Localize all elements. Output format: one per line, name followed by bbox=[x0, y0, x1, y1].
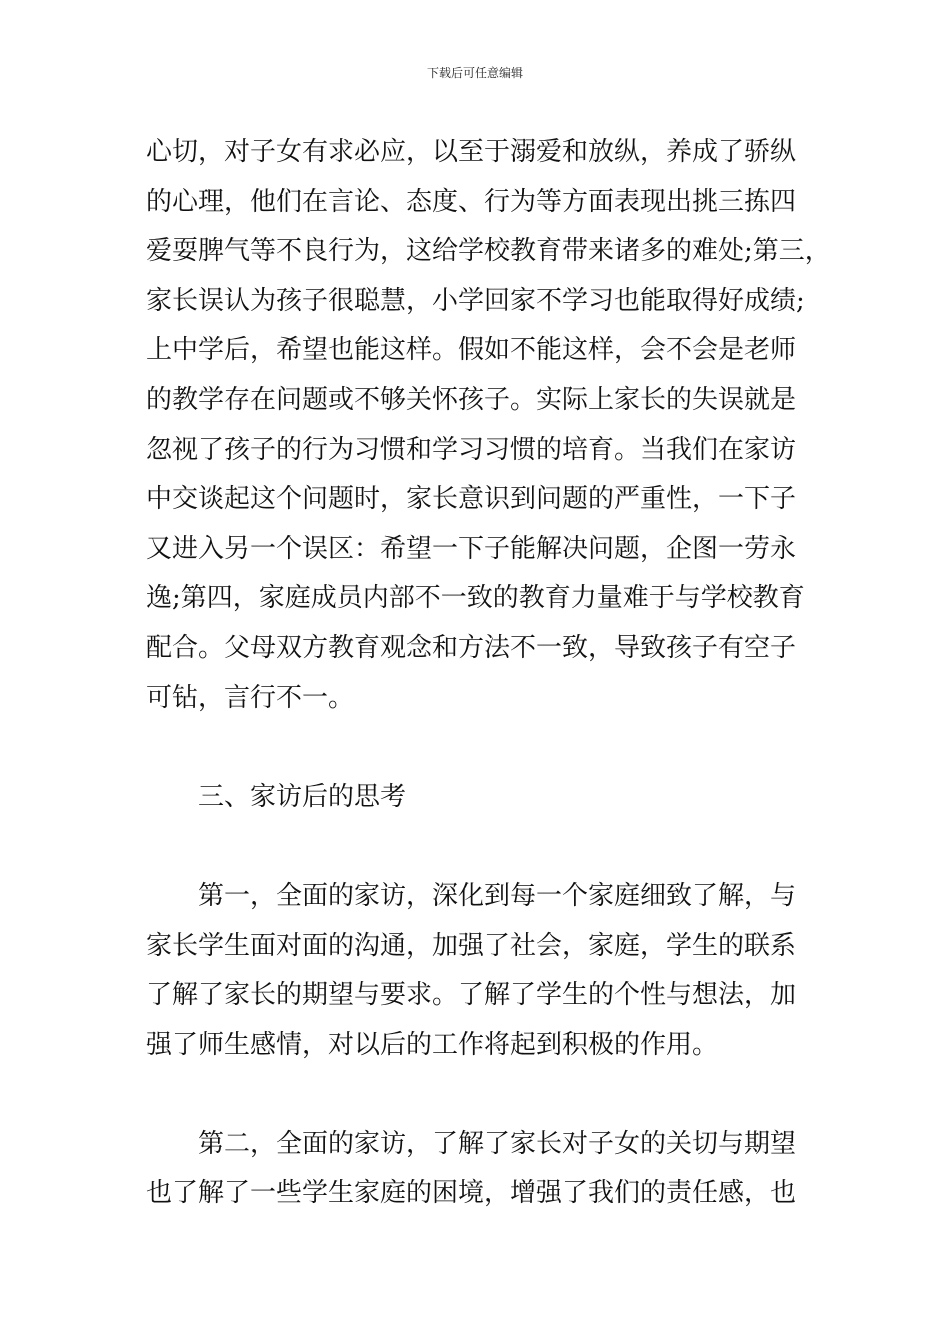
paragraph-first bbox=[146, 872, 826, 1070]
document-body bbox=[146, 128, 831, 1219]
section-heading-text: 三、家访后的思考 bbox=[198, 781, 407, 812]
text-line: 家长误认为孩子很聪慧，小学回家不学习也能取得好成绩; bbox=[146, 285, 805, 316]
text-line: 爱耍脾气等不良行为，这给学校教育带来诸多的难处;第三， bbox=[146, 236, 831, 267]
text-line: 强了师生感情，对以后的工作将起到积极的作用。 bbox=[146, 1029, 719, 1060]
text-line: 的教学存在问题或不够关怀孩子。实际上家长的失误就是 bbox=[146, 384, 797, 415]
text-line: 配合。父母双方教育观念和方法不一致，导致孩子有空子 bbox=[146, 632, 797, 663]
text-line: 家长学生面对面的沟通，加强了社会，家庭，学生的联系 bbox=[146, 930, 797, 961]
text-line: 也了解了一些学生家庭的困境，增强了我们的责任感，也 bbox=[146, 1178, 797, 1209]
text-line: 又进入另一个误区：希望一下子能解决问题，企图一劳永 bbox=[146, 533, 797, 564]
page-header: 下载后可任意编辑 bbox=[426, 66, 523, 80]
text-line: 了解了家长的期望与要求。了解了学生的个性与想法，加 bbox=[146, 980, 797, 1011]
text-line: 心切，对子女有求必应，以至于溺爱和放纵，养成了骄纵 bbox=[146, 137, 797, 167]
paragraph-spacer bbox=[146, 1070, 826, 1120]
text-line: 中交谈起这个问题时，家长意识到问题的严重性，一下子 bbox=[146, 484, 797, 515]
paragraph-continuation bbox=[146, 128, 831, 723]
text-line: 第一，全面的家访，深化到每一个家庭细致了解，与 bbox=[198, 880, 797, 911]
text-line: 逸;第四，家庭成员内部不一致的教育力量难于与学校教育 bbox=[146, 583, 805, 614]
paragraph-second bbox=[146, 1120, 826, 1219]
text-line: 上中学后，希望也能这样。假如不能这样，会不会是老师 bbox=[146, 335, 797, 366]
text-line: 第二，全面的家访，了解了家长对子女的关切与期望 bbox=[198, 1128, 797, 1159]
text-line: 可钻，言行不一。 bbox=[146, 682, 355, 713]
text-line: 的心理，他们在言论、态度、行为等方面表现出挑三拣四 bbox=[146, 186, 797, 217]
text-line: 忽视了孩子的行为习惯和学习习惯的培育。当我们在家访 bbox=[146, 434, 797, 465]
section-heading bbox=[146, 773, 826, 823]
paragraph-spacer bbox=[146, 822, 826, 872]
paragraph-spacer bbox=[146, 723, 826, 773]
